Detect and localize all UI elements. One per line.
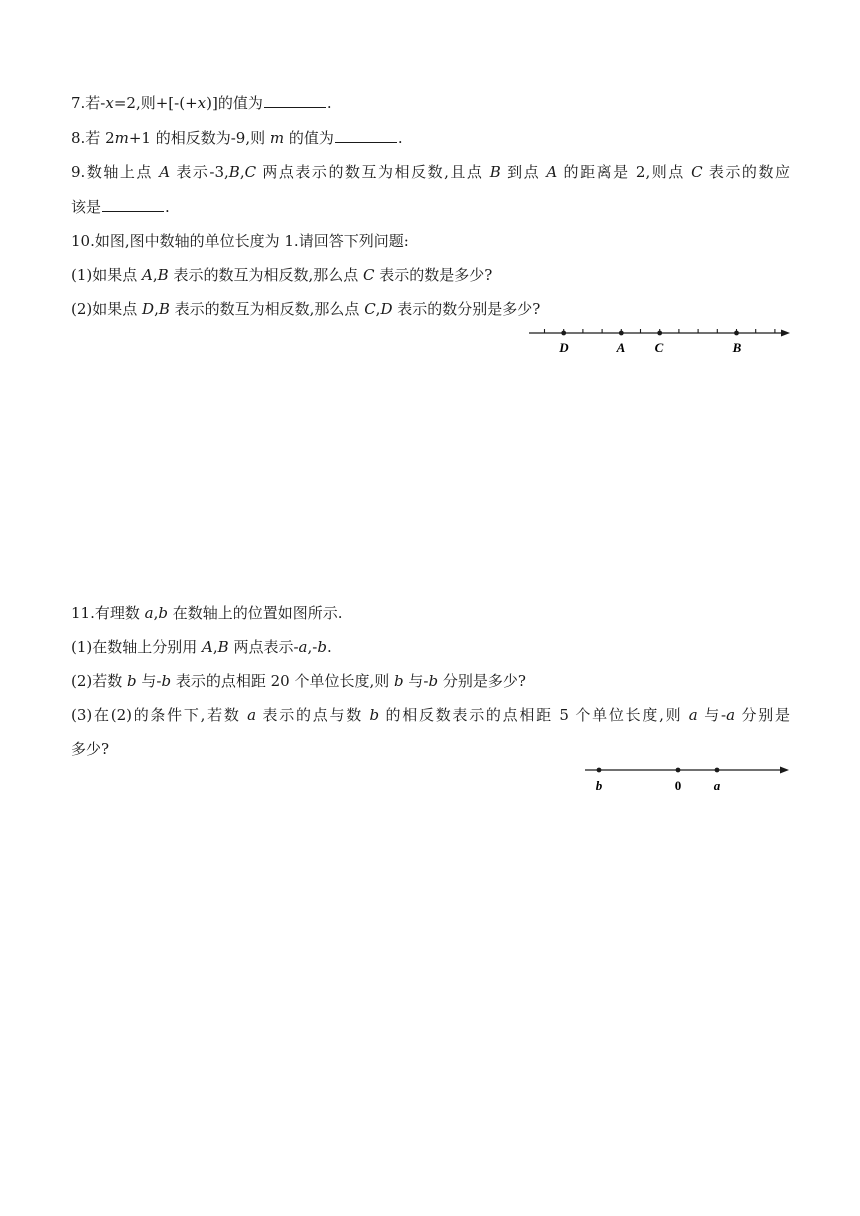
q11-var: b [317,638,327,656]
q10-var: D [380,300,393,318]
q10-label-D: D [559,340,569,355]
q9-text: 到点 [500,163,547,181]
q9-var: C [244,163,257,181]
q10-text: , [154,300,159,318]
question-10-part-1 [71,265,790,285]
q7-text: 7.若- [71,94,106,112]
q11-point-zero [676,768,681,773]
question-11-part-2 [71,671,790,691]
q10-text: (1)如果点 [71,266,143,284]
q9-text: 9.数轴上点 [71,163,160,181]
q7-answer-blank[interactable] [264,93,326,108]
q9-answer-blank[interactable] [102,197,164,212]
q11-axis-arrow-icon [780,767,789,774]
q11-point-a [715,768,720,773]
q10-text: 表示的数分别是多少? [392,300,541,318]
q10-var: B [158,300,170,318]
q11-label-a: a [713,778,721,793]
q11-text: 的相反数表示的点相距 5 个单位长度,则 [379,706,689,724]
q10-text: 表示的数互为相反数,那么点 [168,266,363,284]
q10-point-A [619,331,624,336]
q11-text: 与- [697,706,727,724]
q7-var-x: x [197,94,207,112]
q11-text: 与- [403,672,429,690]
q8-text: 8.若 2 [71,129,115,147]
question-9-line-2 [71,197,790,217]
q11-text: (2)若数 [71,672,128,690]
q11-text: 多少? [71,740,110,758]
q11-var: a [298,638,308,656]
q10-axis-arrow-icon [781,330,790,337]
question-9-line-1 [71,162,790,182]
q9-text: 的距离是 2,则点 [557,163,692,181]
q11-number-line [582,759,794,795]
q9-var: B [489,163,501,181]
q11-text: 分别是 [735,706,790,724]
q9-var: A [546,163,558,181]
q10-point-D [561,331,566,336]
q11-text: , [212,638,218,656]
q11-text: (3)在(2)的条件下,若数 [71,706,248,724]
q11-var: a [247,706,257,724]
q10-stem-text: 10.如图,图中数轴的单位长度为 1.请回答下列问题: [71,232,409,250]
question-8 [71,128,790,148]
q11-var: a [688,706,698,724]
q11-var: b [127,672,137,690]
q10-point-C [657,331,662,336]
q9-text: 表示-3, [170,163,229,181]
q10-text: , [152,266,158,284]
q10-number-line [525,322,795,358]
question-10-stem [71,231,790,251]
q11-var: b [394,672,404,690]
q11-text: 在数轴上的位置如图所示. [167,604,343,622]
q11-text: 分别是多少? [438,672,526,690]
q11-text: 表示的点相距 20 个单位长度,则 [171,672,395,690]
question-11-part-3-line-2 [71,739,790,759]
q11-label-zero: 0 [674,778,682,793]
q7-text: )]的值为 [206,94,263,112]
q11-var: b [369,706,380,724]
q11-var: B [217,638,229,656]
q11-var: a [726,706,736,724]
q8-var-m: m [269,129,285,147]
q11-text: , [153,604,159,622]
q11-text: (1)在数轴上分别用 [71,638,203,656]
question-10-part-2 [71,299,790,319]
q9-text: , [239,163,245,181]
q10-text: 表示的数互为相反数,那么点 [169,300,365,318]
q10-text: 表示的数是多少? [374,266,493,284]
q10-text: (2)如果点 [71,300,143,318]
q11-text: 表示的点与数 [256,706,370,724]
q8-var-m: m [114,129,129,147]
q8-text: +1 的相反数为-9,则 [128,129,270,147]
q11-var: b [158,604,168,622]
question-11-part-3-line-1 [71,705,790,725]
question-11-part-1 [71,637,790,657]
q9-text: 两点表示的数互为相反数,且点 [256,163,490,181]
q11-point-b [597,768,602,773]
q10-var: C [363,266,375,284]
q9-text: 该是 [71,198,102,216]
q11-label-b: b [595,778,603,793]
q7-text: . [326,94,332,112]
q9-text: 表示的数应 [702,163,790,181]
q10-var: C [364,300,376,318]
q11-text: ,- [307,638,318,656]
q9-var: B [228,163,240,181]
q9-var: A [159,163,171,181]
q11-var: a [144,604,154,622]
q8-answer-blank[interactable] [335,128,397,143]
q9-text: . [165,198,170,216]
q9-var: C [691,163,703,181]
question-11-stem [71,603,790,623]
q10-label-A: A [616,340,626,355]
q10-label-B: B [732,340,742,355]
q11-text: 与- [136,672,162,690]
q10-var: B [157,266,169,284]
q10-point-B [734,331,739,336]
q10-label-C: C [654,340,664,355]
q10-text: , [375,300,381,318]
q8-text: 的值为 [284,129,334,147]
q11-text: 两点表示- [228,638,299,656]
q10-var: A [142,266,153,284]
q11-var: b [161,672,172,690]
q10-var: D [142,300,155,318]
q7-text: =2,则+[-(+ [113,94,198,112]
q11-var: b [428,672,439,690]
q11-var: A [202,638,213,656]
q11-text: . [326,638,332,656]
q7-var-x: x [105,94,114,112]
question-7 [71,93,790,113]
q11-text: 11.有理数 [71,604,145,622]
q8-text: . [397,129,403,147]
